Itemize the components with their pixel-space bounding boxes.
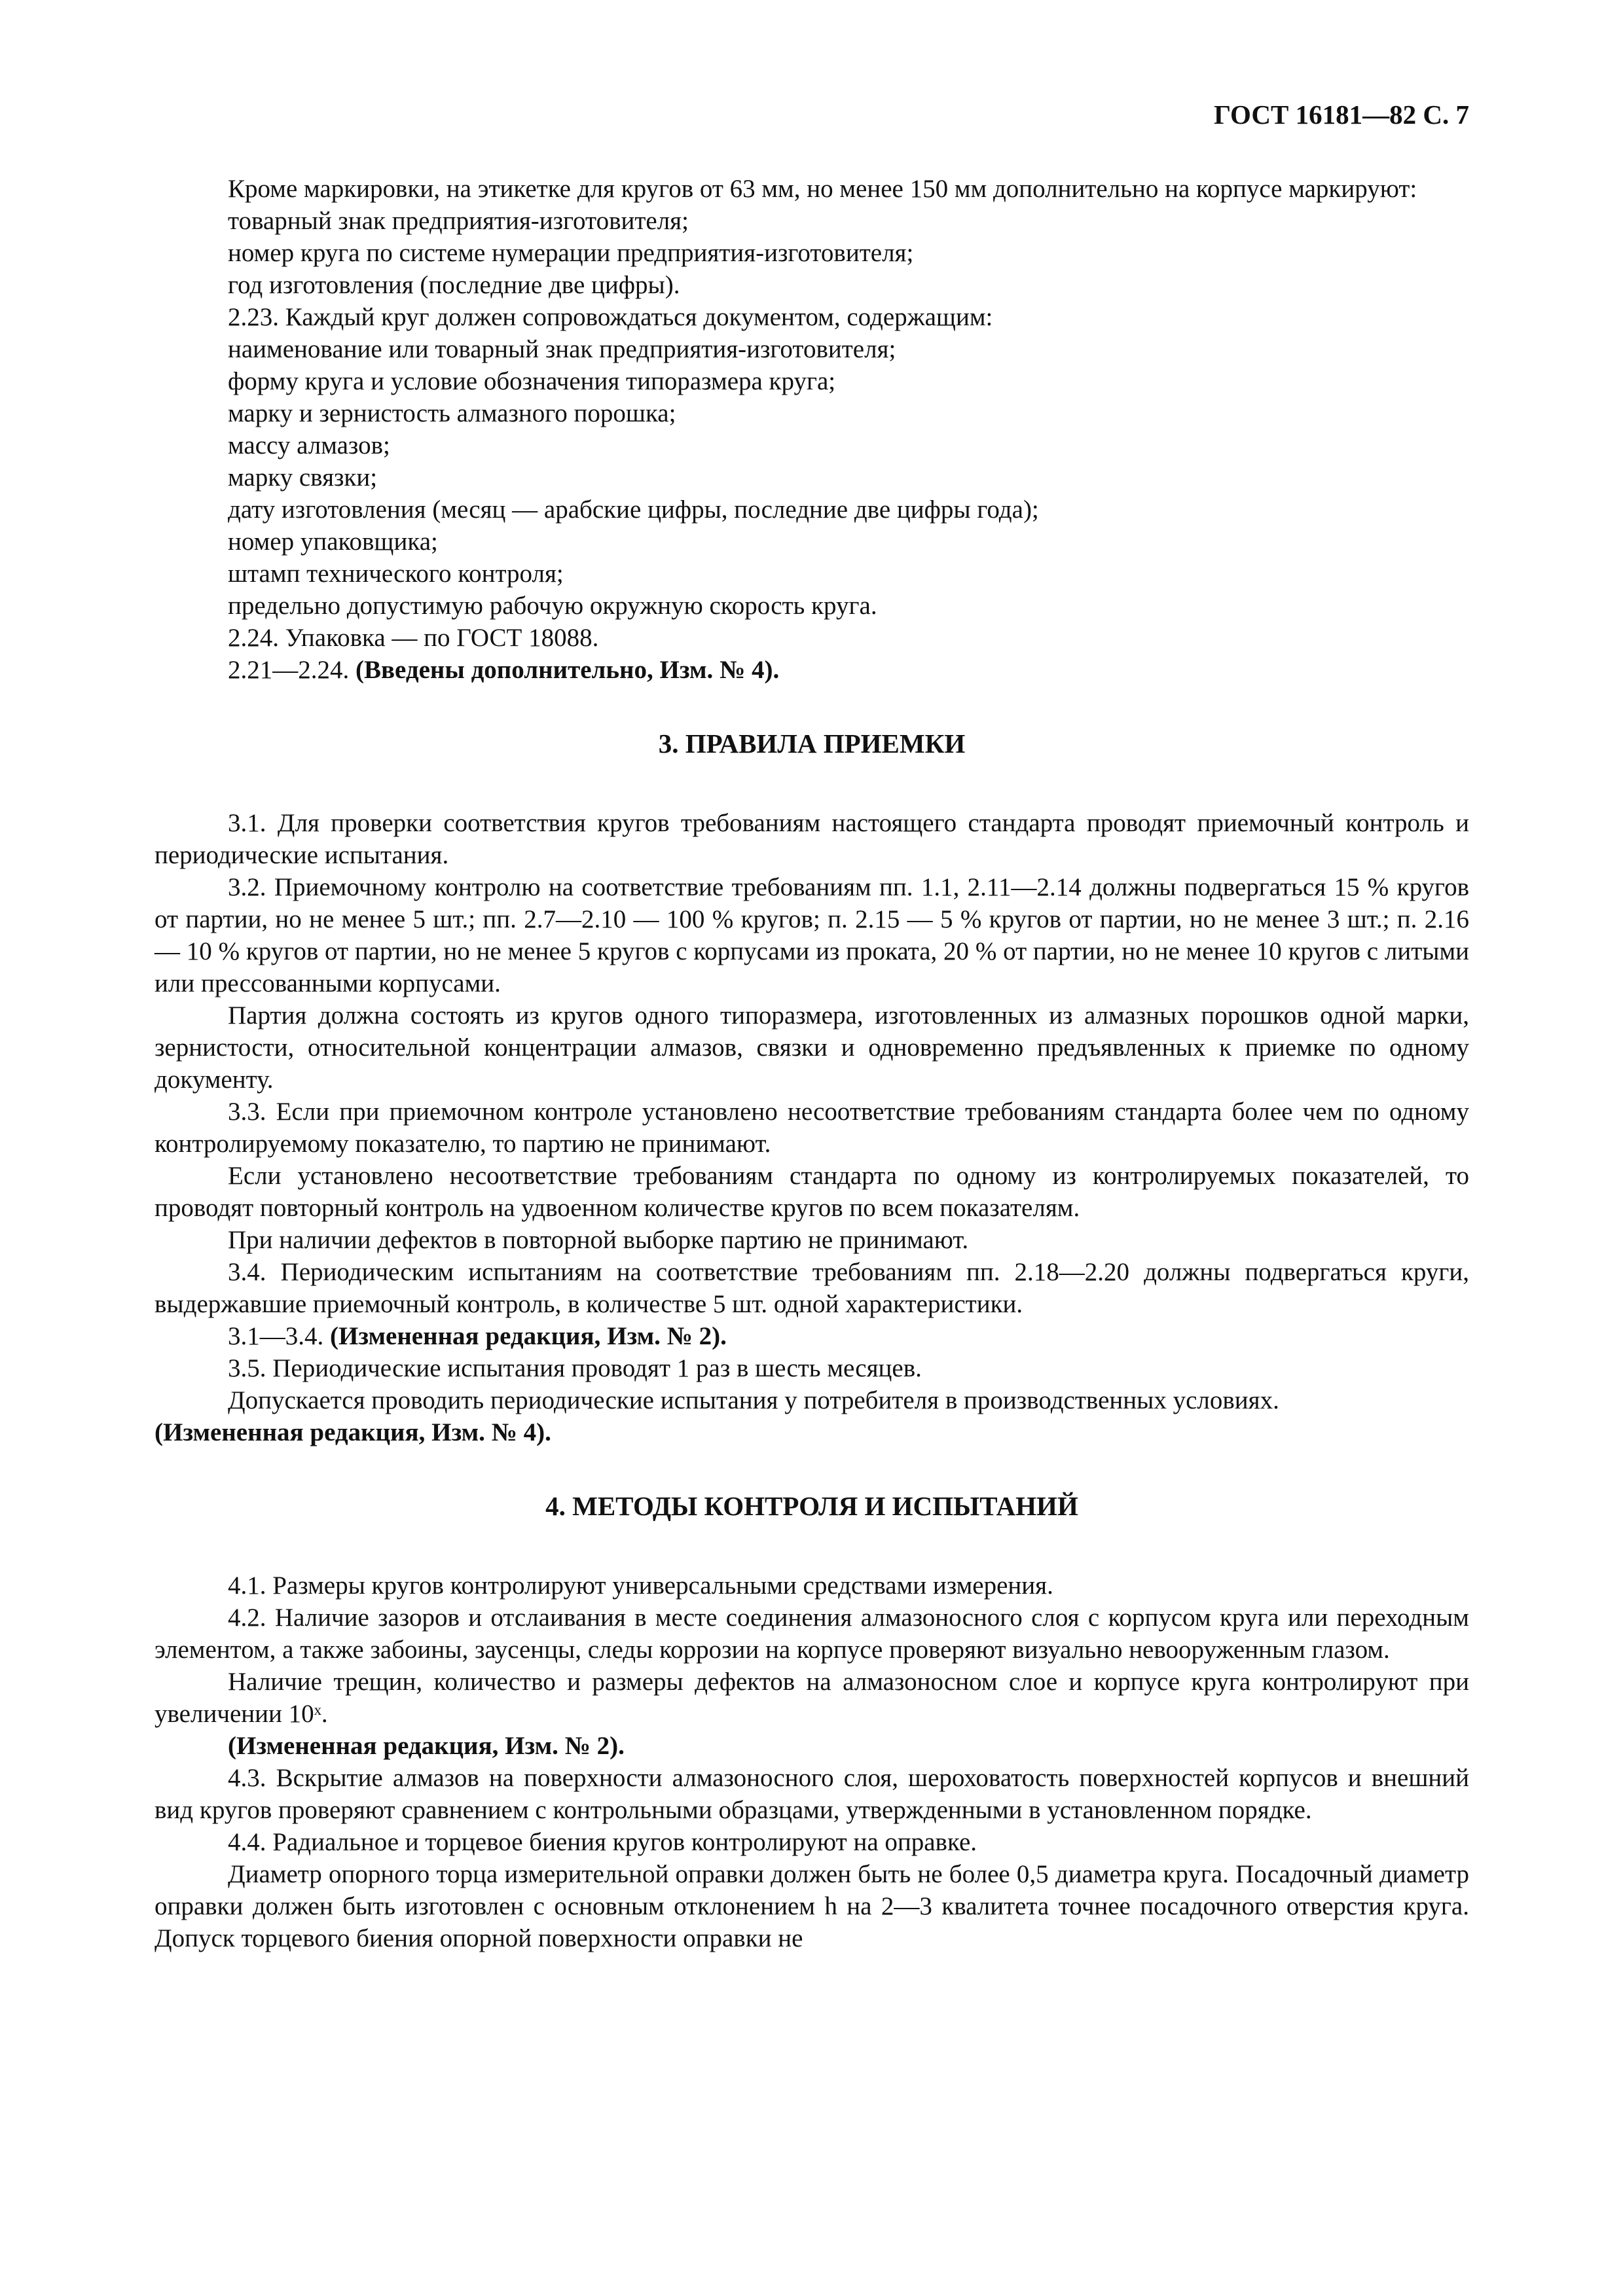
paragraph-4-1: 4.1. Размеры кругов контролируют универсальными средствами измерения. [228, 1571, 1053, 1600]
amendment-note-bold: (Введены дополнительно, Изм. № 4). [356, 656, 780, 684]
list-item: форму круга и условие обозначения типоразмера круга; [228, 367, 836, 395]
paragraph-2-23: 2.23. Каждый круг должен сопровождаться документом, содержащим: [228, 303, 993, 331]
list-item: товарный знак предприятия-изготовителя; [228, 207, 689, 235]
paragraph-single-nonconformity: Если установлено несоответствие требованиям стандарта по одному из контролируемых показателей, то проводят повторный контроль на удвоенном количестве кругов по всем показателям. [155, 1162, 1469, 1222]
amendment-note-bold: (Измененная редакция, Изм. № 2). [228, 1732, 625, 1760]
paragraph-3-1: 3.1. Для проверки соответствия кругов требованиям настоящего стандарта проводят приемочный контроль и периодические испытания. [155, 809, 1469, 869]
list-item: дату изготовления (месяц — арабские цифры, последние две цифры года); [228, 495, 1039, 524]
list-item: год изготовления (последние две цифры). [228, 271, 680, 299]
amendment-ref: 3.1—3.4. [228, 1322, 330, 1350]
paragraph-3-3: 3.3. Если при приемочном контроле установлено несоответствие требованиям стандарта более чем по одному контролируемому показателю, то партию не принимают. [155, 1098, 1469, 1158]
paragraph-batch: Партия должна состоять из кругов одного типоразмера, изготовленных из алмазных порошков одной марки, зернистости, относительной концентрации алмазов, связки и одновременно предъявленных к приемке по одному документу. [155, 1001, 1469, 1094]
list-item: номер круга по системе нумерации предприятия-изготовителя; [228, 239, 914, 267]
paragraph-defects: При наличии дефектов в повторной выборке партию не принимают. [228, 1226, 969, 1254]
paragraph-amendment-note [155, 654, 1469, 686]
paragraph-mandrel: Диаметр опорного торца измерительной оправки должен быть не более 0,5 диаметра круга. Посадочный диаметр оправки должен быть изготовлен с основным отклонением h на 2—3 квалитета точнее посадочного отверстия круга. Допуск торцевого биения опорной поверхности оправки не [155, 1860, 1469, 1952]
paragraph-consumer-testing: Допускается проводить периодические испытания у потребителя в производственных условиях. [228, 1386, 1279, 1414]
section-3-body [155, 807, 1469, 1448]
list-item: марку связки; [228, 463, 378, 492]
list-item: марку и зернистость алмазного порошка; [228, 399, 676, 427]
paragraph-3-2: 3.2. Приемочному контролю на соответствие требованиям пп. 1.1, 2.11—2.14 должны подвергаться 15 % кругов от партии, но не менее 5 шт.; пп. 2.7—2.10 — 100 % кругов; п. 2.15 — 5 % кругов от партии, но не менее 3 шт.; п. 2.16 — 10 % кругов от партии, но не менее 5 кругов с корпусами из проката, 20 % от партии, но не менее 10 кругов с литыми или прессованными корпусами. [155, 873, 1469, 997]
paragraph-3-5: 3.5. Периодические испытания проводят 1 раз в шесть месяцев. [228, 1354, 922, 1382]
list-item: предельно допустимую рабочую окружную скорость круга. [228, 592, 877, 620]
paragraph-3-4: 3.4. Периодическим испытаниям на соответствие требованиям пп. 2.18—2.20 должны подвергаться круги, выдержавшие приемочный контроль, в количестве 5 шт. одной характеристики. [155, 1258, 1469, 1318]
document-page [155, 98, 1469, 1954]
list-item: наименование или товарный знак предприятия-изготовителя; [228, 335, 896, 363]
paragraph-2-24: 2.24. Упаковка — по ГОСТ 18088. [228, 624, 599, 652]
list-item: штамп технического контроля; [228, 560, 564, 588]
amendment-ref: 2.21—2.24. [228, 656, 356, 684]
paragraph-cracks: Наличие трещин, количество и размеры дефектов на алмазоносном слое и корпусе круга контролируют при увеличении 10ˣ. [155, 1668, 1469, 1728]
paragraph-4-4: 4.4. Радиальное и торцевое биения кругов контролируют на оправке. [228, 1828, 977, 1856]
paragraph-marking-intro: Кроме маркировки, на этикетке для кругов от 63 мм, но менее 150 мм дополнительно на корпусе маркируют: [228, 175, 1417, 203]
running-head: ГОСТ 16181—82 С. 7 [1213, 99, 1469, 130]
amendment-note-bold: (Измененная редакция, Изм. № 4). [155, 1418, 551, 1446]
section-4-heading: 4. МЕТОДЫ КОНТРОЛЯ И ИСПЫТАНИЙ [545, 1491, 1078, 1521]
paragraph-amendment-note [155, 1320, 1469, 1352]
section-4-body [155, 1570, 1469, 1954]
paragraph-4-2: 4.2. Наличие зазоров и отслаивания в месте соединения алмазоносного слоя с корпусом круга или переходным элементом, а также забоины, заусенцы, следы коррозии на корпусе проверяют визуально невооруженным глазом. [155, 1604, 1469, 1664]
paragraph-4-3: 4.3. Вскрытие алмазов на поверхности алмазоносного слоя, шероховатость поверхностей корпусов и внешний вид кругов проверяют сравнением с контрольными образцами, утвержденными в установленном порядке. [155, 1764, 1469, 1824]
amendment-note-bold: (Измененная редакция, Изм. № 2). [330, 1322, 727, 1350]
section-3-heading: 3. ПРАВИЛА ПРИЕМКИ [658, 728, 966, 759]
section-2-continuation [155, 173, 1469, 686]
list-item: номер упаковщика; [228, 528, 438, 556]
list-item: массу алмазов; [228, 431, 390, 459]
